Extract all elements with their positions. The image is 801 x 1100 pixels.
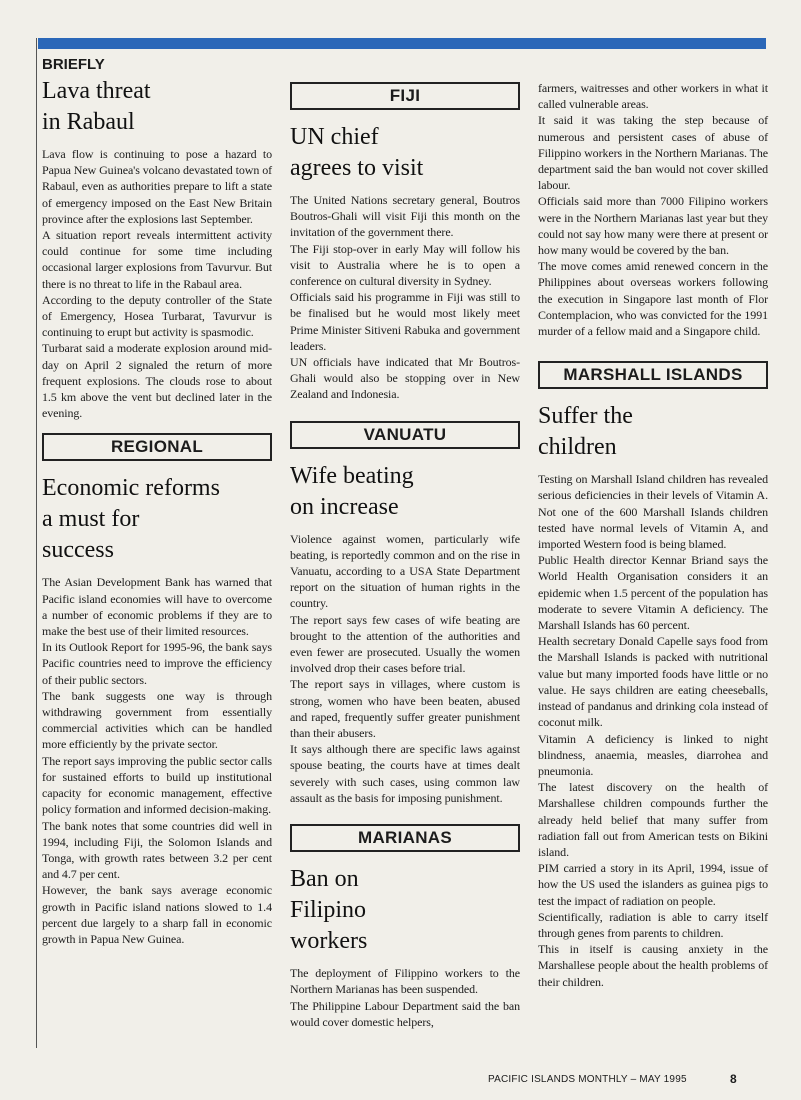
paragraph: According to the deputy controller of the State of Emergency, Hosea Turbarat, Tavurvur is continuing to erupt but activity is spasmodic. (42, 292, 272, 340)
section-header-marshall-islands: MARSHALL ISLANDS (538, 361, 768, 389)
paragraph: The deployment of Filippino workers to the Northern Marianas has been suspended. (290, 966, 520, 997)
paragraph: The United Nations secretary general, Boutros Boutros-Ghali will visit Fiji this month on the invitation of the government there. (290, 193, 520, 240)
paragraph: The bank suggests one way is through withdrawing government from essentially commercial activities which can be handled more efficiently by the private sector. (42, 688, 272, 752)
paragraph: In its Outlook Report for 1995-96, the bank says Pacific countries need to improve the efficiency of their public sectors. (42, 640, 272, 687)
article-body-wife-beating (290, 531, 520, 806)
paragraph: The report says improving the public sector calls for sustained efforts to build up institutional capacity for economic management, effective policy formation and informed decision-making. (42, 753, 272, 817)
headline-line: agrees to visit (290, 155, 424, 181)
paragraph: Public Health director Kennar Briand says the World Health Organisation considers it an epidemic when 1.5 percent of the population has moderate to severe Vitamin A deficiency. The Marshall Islands has 60 percent. (538, 553, 768, 633)
top-color-bar (38, 38, 766, 49)
paragraph: The latest discovery on the health of Marshallese children compounds further the already held belief that many suffer from radiation fall out from American tests on Bikini island. (538, 780, 768, 859)
paragraph: The bank notes that some countries did well in 1994, including Fiji, the Solomon Islands and Tonga, with growth rates between 3.2 per cent and 4.7 per cent. (42, 818, 272, 882)
paragraph: A situation report reveals intermittent activity could continue for some time including occasional larger explosions from Tavurvur. But there is no threat to life in the Rabaul area. (42, 228, 272, 291)
headline-line: on increase (290, 493, 399, 520)
paragraph: PIM carried a story in its April, 1994, issue of how the US used the islanders as guinea pigs to test the impact of radiation on people. (538, 861, 768, 908)
paragraph: Turbarat said a moderate explosion around mid-day on April 2 signaled the return of more frequent explosions. The clouds rose to about 1.5 km above the vent but declined later in the evening. (42, 341, 272, 421)
article-body-un-chief (290, 192, 520, 403)
paragraph: The Philippine Labour Department said the ban would cover domestic helpers, (290, 998, 520, 1029)
paragraph: Scientifically, radiation is able to carry itself through genes from parents to children. (538, 909, 768, 940)
paragraph: The Asian Development Bank has warned that Pacific island economies will have to overcome a number of economic problems if they are to make the best use of their limited resources. (42, 575, 272, 639)
paragraph: However, the bank says average economic growth in Pacific island nations slowed to 1.4 percent due largely to a sharp fall in economic growth in Papua New Guinea. (42, 883, 272, 946)
paragraph: Violence against women, particularly wife beating, is reportedly common and on the rise in Vanuatu, according to a USA State Department report on the situation of human rights in the country. (290, 531, 520, 611)
paragraph: It said it was taking the step because of numerous and persistent cases of abuse of Filippino workers in the Northern Marianas. The department said the ban would not cover skilled labour. (538, 113, 768, 193)
paragraph: It says although there are specific laws against spouse beating, the courts have at times dealt severely with such cases, using common law assault as the basis for imposing punishment. (290, 742, 520, 805)
headline-line: Wife beating (290, 462, 414, 489)
paragraph: Officials said his programme in Fiji was still to be finalised but he would most likely meet Prime Minister Sitiveni Rabuka and government leaders. (290, 290, 520, 353)
left-rule (36, 38, 37, 1048)
headline-wife-beating (290, 461, 520, 523)
headline-line: Filipino (290, 897, 367, 924)
section-header-regional: REGIONAL (42, 433, 272, 461)
headline-line: Suffer the (538, 403, 633, 430)
article-body-marshall (538, 471, 768, 990)
headline-lava-threat (42, 76, 272, 138)
paragraph: Lava flow is continuing to pose a hazard to Papua New Guinea's volcano devastated town of Rabaul, even as authorities prepare to lift a state of emergency imposed on the East New Britain province after the explosions last September. (42, 147, 272, 226)
paragraph: farmers, waitresses and other workers in what it called vulnerable areas. (538, 81, 768, 112)
headline-line: Economic reforms (42, 475, 220, 502)
section-header-vanuatu: VANUATU (290, 421, 520, 449)
paragraph: The report says in villages, where custom is strong, women who have been beaten, abused and raped, frequently suffer greater punishment than their abusers. (290, 677, 520, 741)
article-body-lava (42, 146, 272, 421)
headline-line: Lava threat (42, 78, 151, 104)
paragraph: The report says few cases of wife beating are brought to the attention of the authorities and even fewer are prosecuted. Usually the women involved drop their cases before trial. (290, 612, 520, 676)
headline-line: success (42, 537, 114, 564)
section-header-fiji: FIJI (290, 82, 520, 110)
article-body-marianas (290, 965, 520, 1030)
paragraph: Health secretary Donald Capelle says food from the Marshall Islands is packed with nutritional value but many imported foods have little or no value. He says children are eating cheeseballs, instead of pandanus and drinking cola instead of coconut milk. (538, 634, 768, 730)
headline-economic-reforms (42, 473, 272, 566)
headline-line: children (538, 434, 617, 461)
article-body-marianas-continued (538, 80, 768, 339)
headline-ban-on-filipino (290, 864, 520, 957)
paragraph: The Fiji stop-over in early May will follow his visit to Australia where he is to open a conference on cultural diversity in Sydney. (290, 241, 520, 289)
headline-line: workers (290, 928, 368, 955)
paragraph: Testing on Marshall Island children has revealed serious deficiencies in their levels of Vitamin A. Not one of the 600 Marshall Islands children tested have normal levels of Vitamin A, and imported Western food is being blamed. (538, 472, 768, 552)
paragraph: This in itself is causing anxiety in the Marshallese people about the health problems of their children. (538, 942, 768, 989)
paragraph: UN officials have indicated that Mr Boutros-Ghali would also be stopping over in New Zealand and Indonesia. (290, 355, 520, 402)
column-2 (290, 82, 520, 1030)
headline-un-chief (290, 122, 520, 184)
briefly-label: BRIEFLY (42, 56, 105, 73)
paragraph: The move comes amid renewed concern in the Philippines about overseas workers following the execution in Singapore last month of Flor Contemplacion, who was convicted for the 1991 murder of a fellow maid and a Singapore child. (538, 259, 768, 339)
column-3 (538, 80, 768, 990)
publication-footer: PACIFIC ISLANDS MONTHLY – MAY 1995 (488, 1074, 687, 1085)
paragraph: Officials said more than 7000 Filipino workers were in the Northern Marianas last year but they could not say how many were there at present or how many would be covered by the ban. (538, 194, 768, 258)
column-1 (42, 56, 272, 947)
page-number: 8 (730, 1072, 737, 1086)
headline-line: a must for (42, 506, 140, 533)
headline-line: in Rabaul (42, 109, 135, 135)
paragraph: Vitamin A deficiency is linked to night blindness, anaemia, measles, diarrohea and pneumonia. (538, 731, 768, 778)
headline-suffer-the-children (538, 401, 768, 463)
article-body-economic (42, 574, 272, 947)
section-header-marianas: MARIANAS (290, 824, 520, 852)
headline-line: Ban on (290, 866, 359, 893)
headline-line: UN chief (290, 124, 379, 150)
